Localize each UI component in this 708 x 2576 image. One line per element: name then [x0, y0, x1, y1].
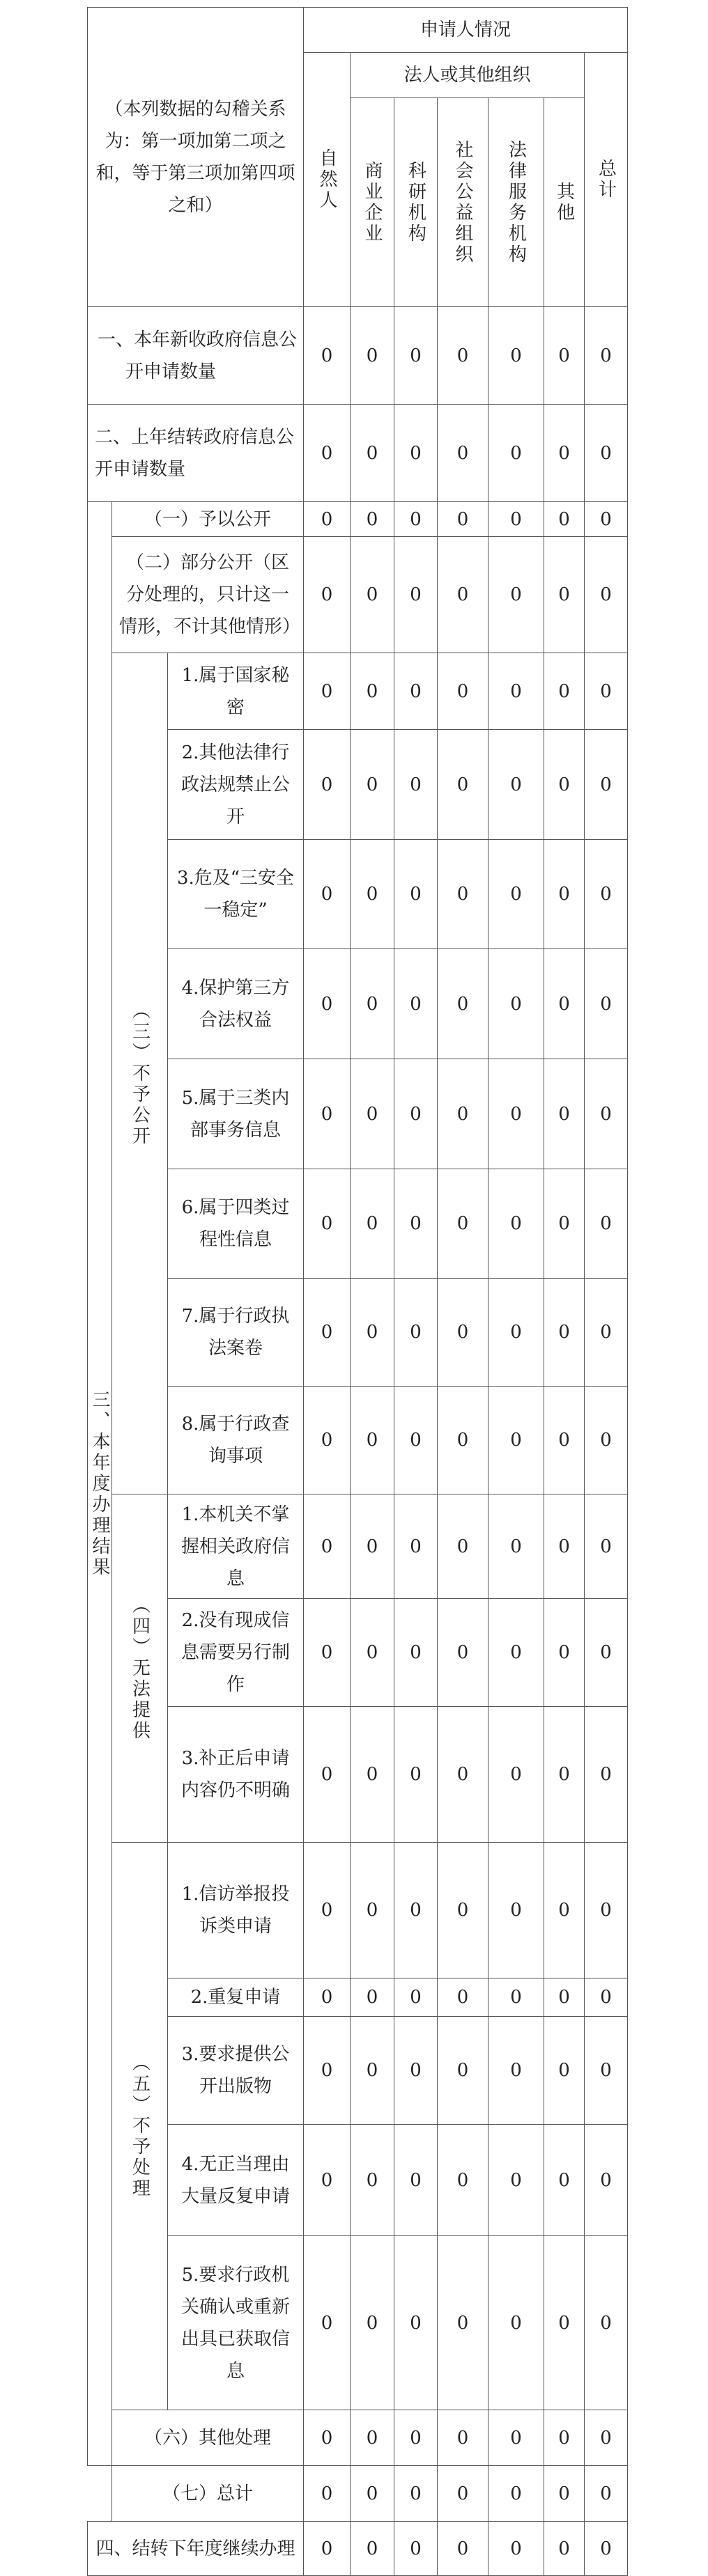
value-cell: 0: [488, 2465, 544, 2522]
value-cell: 0: [303, 653, 351, 730]
row-label-new-requests-line1: 一、本年新收政府信息公: [98, 329, 298, 350]
value-cell: 0: [350, 1278, 394, 1387]
row-label-disclosed: （一）予以公开: [111, 501, 304, 537]
value-cell: 0: [394, 1706, 438, 1843]
value-cell: 0: [437, 2016, 488, 2125]
row-label-s3-1: 1.属于国家秘密: [167, 653, 304, 730]
group-label-not-processed: （五）不予处理: [111, 1842, 168, 2410]
value-cell: 0: [394, 1278, 438, 1387]
value-cell: 0: [584, 1278, 628, 1387]
value-cell: 0: [544, 1706, 585, 1843]
row-label-total: （七）总计: [111, 2465, 304, 2522]
value-cell: 0: [303, 1842, 351, 1978]
row-label-carry-forward: 四、结转下年度继续办理: [87, 2521, 304, 2576]
value-cell: 0: [437, 2410, 488, 2466]
value-cell: 0: [437, 306, 488, 405]
value-cell: 0: [488, 536, 544, 653]
value-cell: 0: [303, 1494, 351, 1599]
value-cell: 0: [350, 2124, 394, 2236]
value-cell: 0: [437, 2465, 488, 2522]
value-cell: 0: [394, 1169, 438, 1279]
value-cell: 0: [584, 2235, 628, 2410]
value-cell: 0: [544, 1386, 585, 1494]
value-cell: 0: [303, 2124, 351, 2236]
value-cell: 0: [350, 653, 394, 730]
row-label-s3-6: 6.属于四类过程性信息: [167, 1169, 304, 1279]
value-cell: 0: [303, 2465, 351, 2522]
value-cell: 0: [544, 536, 585, 653]
value-cell: 0: [437, 1842, 488, 1978]
value-cell: 0: [303, 2410, 351, 2466]
col-research: 科研机构: [394, 97, 438, 307]
value-cell: 0: [488, 2124, 544, 2236]
value-cell: 0: [437, 1386, 488, 1494]
value-cell: 0: [488, 653, 544, 730]
value-cell: 0: [437, 404, 488, 502]
value-cell: 0: [350, 1978, 394, 2017]
value-cell: 0: [584, 1494, 628, 1599]
value-cell: 0: [584, 1978, 628, 2017]
value-cell: 0: [584, 2465, 628, 2522]
value-cell: 0: [303, 404, 351, 502]
row-label-partial: （二）部分公开（区分处理的，只计这一情形，不计其他情形）: [111, 536, 304, 653]
section-label-results: 三、本年度办理结果: [87, 501, 112, 2466]
value-cell: 0: [350, 839, 394, 949]
value-cell: 0: [437, 501, 488, 537]
value-cell: 0: [437, 839, 488, 949]
value-cell: 0: [488, 2235, 544, 2410]
value-cell: 0: [394, 1598, 438, 1707]
value-cell: 0: [488, 2016, 544, 2125]
value-cell: 0: [350, 536, 394, 653]
value-cell: 0: [488, 501, 544, 537]
value-cell: 0: [488, 2410, 544, 2466]
value-cell: 0: [544, 729, 585, 840]
value-cell: 0: [350, 2410, 394, 2466]
col-social: 社会公益组织: [437, 97, 488, 307]
value-cell: 0: [303, 1706, 351, 1843]
value-cell: 0: [488, 1842, 544, 1978]
value-cell: 0: [544, 1059, 585, 1169]
value-cell: 0: [437, 729, 488, 840]
value-cell: 0: [584, 1169, 628, 1279]
value-cell: 0: [584, 949, 628, 1059]
value-cell: 0: [544, 839, 585, 949]
value-cell: 0: [584, 1386, 628, 1494]
value-cell: 0: [394, 653, 438, 730]
value-cell: 0: [437, 1059, 488, 1169]
value-cell: 0: [488, 1978, 544, 2017]
value-cell: 0: [394, 2465, 438, 2522]
value-cell: 0: [488, 949, 544, 1059]
row-label-s3-3: 3.危及“三安全一稳定”: [167, 839, 304, 949]
value-cell: 0: [437, 1169, 488, 1279]
row-label-s4-3: 3.补正后申请内容仍不明确: [167, 1706, 304, 1843]
row-label-s5-3: 3.要求提供公开出版物: [167, 2016, 304, 2125]
row-label-new-requests: [87, 306, 304, 405]
value-cell: 0: [437, 1706, 488, 1843]
value-cell: 0: [584, 2124, 628, 2236]
group-label-cannot-provide: （四）无法提供: [111, 1494, 168, 1843]
value-cell: 0: [488, 2521, 544, 2576]
value-cell: 0: [584, 729, 628, 840]
value-cell: 0: [544, 1278, 585, 1387]
value-cell: 0: [394, 729, 438, 840]
value-cell: 0: [584, 653, 628, 730]
value-cell: 0: [544, 2124, 585, 2236]
value-cell: 0: [350, 2465, 394, 2522]
value-cell: 0: [584, 2521, 628, 2576]
value-cell: 0: [394, 839, 438, 949]
row-label-s3-4: 4.保护第三方合法权益: [167, 949, 304, 1059]
value-cell: 0: [303, 536, 351, 653]
col-business: 商业企业: [350, 97, 394, 307]
col-lawservice: 法律服务机构: [488, 97, 544, 307]
legal-org-header: 法人或其他组织: [350, 52, 585, 98]
value-cell: 0: [488, 1169, 544, 1279]
value-cell: 0: [394, 2124, 438, 2236]
value-cell: 0: [437, 949, 488, 1059]
applicant-header: 申请人情况: [303, 7, 628, 53]
value-cell: 0: [544, 2465, 585, 2522]
value-cell: 0: [584, 1059, 628, 1169]
value-cell: 0: [394, 949, 438, 1059]
value-cell: 0: [544, 404, 585, 502]
value-cell: 0: [544, 1842, 585, 1978]
value-cell: 0: [394, 2016, 438, 2125]
value-cell: 0: [394, 306, 438, 405]
value-cell: 0: [394, 536, 438, 653]
value-cell: 0: [394, 1059, 438, 1169]
value-cell: 0: [303, 2016, 351, 2125]
value-cell: 0: [350, 1386, 394, 1494]
value-cell: 0: [303, 1059, 351, 1169]
value-cell: 0: [303, 501, 351, 537]
value-cell: 0: [584, 1598, 628, 1707]
value-cell: 0: [303, 729, 351, 840]
value-cell: 0: [303, 306, 351, 405]
value-cell: 0: [303, 1978, 351, 2017]
row-label-s5-5: 5.要求行政机关确认或重新出具已获取信息: [167, 2235, 304, 2410]
value-cell: 0: [350, 404, 394, 502]
value-cell: 0: [303, 949, 351, 1059]
row-label-carried-over: 二、上年结转政府信息公开申请数量: [87, 404, 304, 502]
value-cell: 0: [584, 1706, 628, 1843]
value-cell: 0: [437, 2521, 488, 2576]
value-cell: 0: [350, 1494, 394, 1599]
value-cell: 0: [303, 1278, 351, 1387]
col-other: 其他: [544, 97, 585, 307]
value-cell: 0: [437, 653, 488, 730]
value-cell: 0: [437, 1278, 488, 1387]
value-cell: 0: [544, 2521, 585, 2576]
value-cell: 0: [544, 1978, 585, 2017]
value-cell: 0: [437, 536, 488, 653]
row-label-s3-2: 2.其他法律行政法规禁止公开: [167, 729, 304, 840]
row-label-s3-7: 7.属于行政执法案卷: [167, 1278, 304, 1387]
group-label-not-disclosed: （三）不予公开: [111, 653, 168, 1494]
value-cell: 0: [544, 949, 585, 1059]
value-cell: 0: [584, 839, 628, 949]
row-label-s4-1: 1.本机关不掌握相关政府信息: [167, 1494, 304, 1599]
value-cell: 0: [394, 2410, 438, 2466]
value-cell: 0: [437, 1494, 488, 1599]
value-cell: 0: [303, 2521, 351, 2576]
row-label-s3-8: 8.属于行政查询事项: [167, 1386, 304, 1494]
row-label-s5-4: 4.无正当理由大量反复申请: [167, 2124, 304, 2236]
value-cell: 0: [544, 2235, 585, 2410]
value-cell: 0: [544, 653, 585, 730]
value-cell: 0: [488, 1598, 544, 1707]
row-label-s4-2: 2.没有现成信息需要另行制作: [167, 1598, 304, 1707]
value-cell: 0: [303, 1386, 351, 1494]
value-cell: 0: [394, 1494, 438, 1599]
value-cell: 0: [437, 1978, 488, 2017]
value-cell: 0: [350, 2235, 394, 2410]
row-label-new-requests-line2: 开申请数量: [125, 361, 217, 382]
value-cell: 0: [437, 2124, 488, 2236]
value-cell: 0: [437, 1598, 488, 1707]
value-cell: 0: [394, 2521, 438, 2576]
value-cell: 0: [544, 2016, 585, 2125]
row-label-s3-5: 5.属于三类内部事务信息: [167, 1059, 304, 1169]
value-cell: 0: [544, 1598, 585, 1707]
value-cell: 0: [350, 1842, 394, 1978]
value-cell: 0: [437, 2235, 488, 2410]
value-cell: 0: [488, 306, 544, 405]
value-cell: 0: [544, 1169, 585, 1279]
value-cell: 0: [584, 2016, 628, 2125]
value-cell: 0: [584, 2410, 628, 2466]
value-cell: 0: [488, 404, 544, 502]
value-cell: 0: [350, 2016, 394, 2125]
value-cell: 0: [303, 1598, 351, 1707]
value-cell: 0: [394, 501, 438, 537]
value-cell: 0: [394, 404, 438, 502]
value-cell: 0: [544, 1494, 585, 1599]
value-cell: 0: [584, 306, 628, 405]
value-cell: 0: [303, 839, 351, 949]
value-cell: 0: [488, 1386, 544, 1494]
value-cell: 0: [488, 1494, 544, 1599]
value-cell: 0: [350, 501, 394, 537]
value-cell: 0: [584, 1842, 628, 1978]
value-cell: 0: [394, 2235, 438, 2410]
value-cell: 0: [584, 404, 628, 502]
value-cell: 0: [303, 1169, 351, 1279]
col-natural-person: 自然人: [303, 52, 351, 307]
row-label-s5-1: 1.信访举报投诉类申请: [167, 1842, 304, 1978]
value-cell: 0: [584, 536, 628, 653]
value-cell: 0: [488, 729, 544, 840]
value-cell: 0: [488, 1059, 544, 1169]
row-label-s5-2: 2.重复申请: [167, 1978, 304, 2017]
value-cell: 0: [488, 839, 544, 949]
value-cell: 0: [394, 1978, 438, 2017]
value-cell: 0: [584, 501, 628, 537]
value-cell: 0: [394, 1842, 438, 1978]
value-cell: 0: [350, 729, 394, 840]
relation-note: （本列数据的勾稽关系为：第一项加第二项之和，等于第三项加第四项之和）: [87, 7, 304, 307]
value-cell: 0: [488, 1706, 544, 1843]
value-cell: 0: [350, 2521, 394, 2576]
value-cell: 0: [350, 1598, 394, 1707]
value-cell: 0: [544, 306, 585, 405]
value-cell: 0: [544, 2410, 585, 2466]
value-cell: 0: [350, 306, 394, 405]
value-cell: 0: [350, 1169, 394, 1279]
value-cell: 0: [488, 1278, 544, 1387]
value-cell: 0: [544, 501, 585, 537]
value-cell: 0: [394, 1386, 438, 1494]
value-cell: 0: [303, 2235, 351, 2410]
row-label-other-processing: （六）其他处理: [111, 2410, 304, 2466]
value-cell: 0: [350, 1059, 394, 1169]
value-cell: 0: [350, 1706, 394, 1843]
col-total: 总计: [584, 52, 628, 307]
value-cell: 0: [350, 949, 394, 1059]
